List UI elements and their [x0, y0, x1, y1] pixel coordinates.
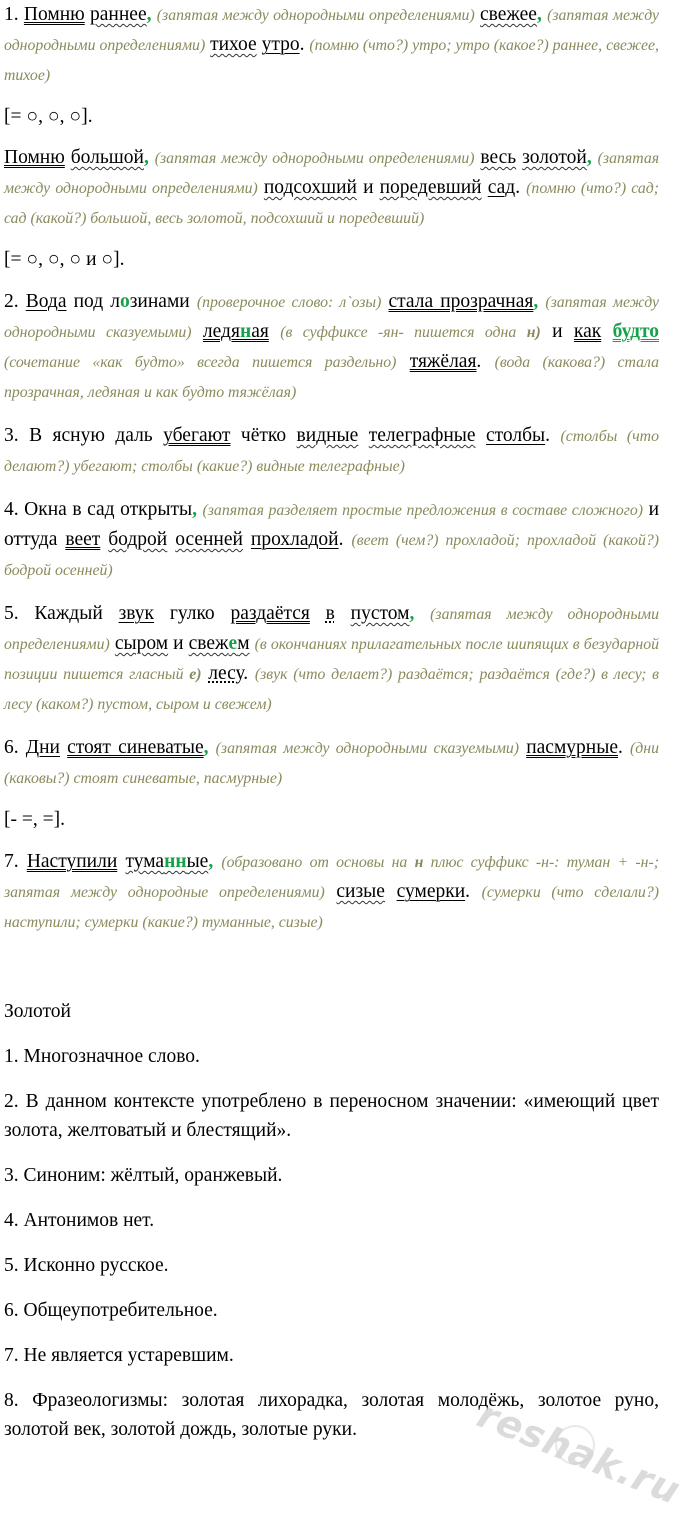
comment-part: е): [189, 666, 202, 683]
predicate-word: веет: [65, 529, 101, 550]
object-word: сад: [487, 177, 516, 198]
attribute-word: пустом: [350, 603, 410, 624]
comment: (сочетание «как будто» всегда пишется раздельно): [4, 354, 397, 371]
sentence-number: 5.: [4, 603, 19, 624]
conjunction: и: [363, 177, 374, 198]
highlighted-comma: ,: [203, 737, 209, 758]
attribute-word: свежее: [480, 4, 537, 25]
sentence-4: [4, 495, 659, 585]
question-comment: (столбы (что делают?) убегают; столбы (какие?) видные телеграфные): [4, 428, 659, 475]
attribute-word: тихое: [210, 34, 257, 55]
period: .: [465, 881, 471, 902]
analysis-item: 7. Не является устаревшим.: [4, 1345, 234, 1366]
word: Окна в сад открыты: [24, 499, 193, 520]
period: .: [476, 351, 482, 372]
document-body: [4, 0, 659, 1444]
attribute-word: сизые: [336, 881, 385, 902]
period: .: [618, 737, 623, 758]
conjunction: и: [552, 321, 563, 342]
period: .: [545, 425, 551, 446]
highlighted-word: будто: [612, 321, 660, 342]
attribute-word: поредевший: [379, 177, 482, 198]
word-part: ледя: [202, 321, 240, 342]
word: чётко: [240, 425, 287, 446]
comment-part: н: [414, 854, 424, 871]
comment: (запятая между однородными сказуемыми): [215, 740, 520, 757]
highlighted-comma: ,: [192, 499, 197, 520]
analysis-item: 4. Антонимов нет.: [4, 1210, 155, 1231]
attribute-word: телеграфные: [368, 425, 476, 446]
word: гулко: [169, 603, 215, 624]
highlighted-letters: нн: [164, 851, 187, 872]
period: .: [338, 529, 344, 550]
question-comment: (сумерки (что сделали?) наступили; сумерки (какие?) туманные, сизые): [4, 884, 659, 931]
analysis-item: 8. Фразеологизмы: золотая лихорадка, золотая молодёжь, золотое руно, золотой век, золотой дождь, золотые руки.: [4, 1390, 659, 1440]
analysis-item: 1. Многозначное слово.: [4, 1046, 200, 1067]
sentence-number: 1.: [4, 4, 19, 25]
attribute-word: видные: [296, 425, 359, 446]
subject-word: прохладой: [250, 529, 339, 550]
sentence-3: [4, 421, 659, 481]
comment-part: н): [526, 324, 541, 341]
subject-word: Дни: [25, 737, 60, 758]
comment: [280, 324, 541, 341]
comment-part: плюс суффикс -н-: туман + -н-; запятая между однородные определениями): [4, 854, 660, 901]
highlighted-comma: ,: [586, 147, 592, 168]
comment-part: (образовано от основы на: [221, 854, 408, 871]
word-part: свеж: [188, 633, 229, 654]
sentence-5: [4, 599, 659, 719]
word: и оттуда: [4, 499, 660, 550]
period: .: [243, 663, 249, 684]
attribute-word: большой: [70, 147, 144, 168]
scheme: [= ○, ○, ○].: [4, 106, 93, 127]
analysis-heading: Золотой: [4, 1001, 71, 1022]
highlighted-comma: ,: [533, 291, 539, 312]
comment: (запятая между однородными определениями): [4, 7, 660, 54]
attribute-word: бодрой: [108, 529, 168, 550]
word: [110, 291, 190, 312]
word: В ясную даль: [29, 425, 153, 446]
predicate-word: убегают: [163, 425, 231, 446]
subject-word: сумерки: [396, 881, 466, 902]
highlighted-comma: ,: [536, 4, 542, 25]
analysis-item: 2. В данном контексте употреблено в переносном значении: «имеющий цвет золота, желтоватый и блестящий».: [4, 1091, 659, 1141]
attribute-word: [125, 851, 208, 872]
watermark: reshak.ru: [471, 1392, 687, 1514]
attribute-word: [189, 633, 250, 654]
predicate-word: стала прозрачная: [388, 291, 534, 312]
predicate-word: раздаётся: [230, 603, 310, 624]
attribute-word: золотой: [522, 147, 587, 168]
question-comment: (вода (какова?) стала прозрачная, ледяная и как будто тяжёлая): [4, 354, 660, 401]
object-word: утро: [261, 34, 300, 55]
sentence-number: 2.: [4, 291, 19, 312]
sentence-7: [4, 847, 659, 937]
period: .: [515, 177, 521, 198]
analysis-item: 3. Синоним: жёлтый, оранжевый.: [4, 1165, 283, 1186]
word-part: л: [110, 291, 120, 312]
scheme: [- =, =].: [4, 809, 65, 830]
word-part: ая: [251, 321, 269, 342]
word-part: зинами: [129, 291, 190, 312]
sentence-number: 6.: [4, 737, 19, 758]
attribute-word: подсохший: [263, 177, 357, 198]
word: под: [73, 291, 104, 312]
adverbial-word: в: [325, 603, 335, 624]
question-comment: (помню (что?) сад; сад (какой?) большой, весь золотой, подсохший и поредевший): [4, 180, 660, 227]
analysis-item: 5. Исконно русское.: [4, 1255, 169, 1276]
subject-word: столбы: [485, 425, 546, 446]
period: .: [299, 34, 305, 55]
analysis-item: 6. Общеупотребительное.: [4, 1300, 218, 1321]
word-part: ые: [186, 851, 209, 872]
conjunction: и: [173, 633, 184, 654]
highlighted-letter: н: [239, 321, 252, 342]
predicate-word: Наступили: [26, 851, 118, 872]
sentence-1b: [4, 143, 659, 233]
comment: (запятая между однородными определениями): [4, 150, 660, 197]
attribute-word: раннее: [90, 4, 147, 25]
comment: (запятая между однородными определениями): [156, 7, 475, 24]
word-part: тума: [125, 851, 165, 872]
predicate-word: тяжёлая: [409, 351, 477, 372]
attribute-word: весь: [480, 147, 517, 168]
predicate-word: Помню: [4, 147, 65, 168]
predicate-word: стоят синеватые: [67, 737, 204, 758]
question-comment: (помню (что?) утро; утро (какое?) раннее, свежее, тихое): [4, 37, 660, 84]
question-comment: (веет (чем?) прохладой; прохладой (какой?) бодрой осенней): [4, 532, 660, 579]
sentence-2: [4, 287, 659, 407]
predicate-word: Помню: [23, 4, 85, 25]
comment: (запятая между однородными определениями): [4, 606, 660, 653]
highlighted-comma: ,: [143, 147, 149, 168]
subject-word: Вода: [25, 291, 67, 312]
highlighted-comma: ,: [208, 851, 214, 872]
highlighted-letter: о: [119, 291, 130, 312]
sentence-number: 3.: [4, 425, 19, 446]
scheme: [= ○, ○, ○ и ○].: [4, 249, 125, 270]
comment: (проверочное слово: л`озы): [196, 294, 382, 311]
predicate-word: [203, 321, 269, 342]
highlighted-comma: ,: [146, 4, 152, 25]
adverbial-word: лесу: [208, 663, 244, 684]
sentence-1: [4, 0, 659, 90]
question-comment: (звук (что делает?) раздаётся; раздаётся (где?) в лесу; в лесу (каком?) пустом, сыром и свежем): [4, 666, 659, 713]
comment: (запятая между однородными сказуемыми): [4, 294, 660, 341]
comment: (запятая разделяет простые предложения в составе сложного): [202, 502, 644, 519]
highlighted-letter: е: [228, 633, 238, 654]
word-part: м: [237, 633, 250, 654]
predicate-word: пасмурные: [526, 737, 618, 758]
attribute-word: осенней: [175, 529, 243, 550]
comment-part: (в окончаниях прилагательных после шипящих в безударной позиции пишется гласный: [4, 636, 659, 683]
question-comment: (дни (каковы?) стоят синеватые, пасмурные): [4, 740, 660, 787]
sentence-6: [4, 733, 659, 793]
attribute-word: сыром: [114, 633, 169, 654]
sentence-number: 7.: [4, 851, 19, 872]
comment-part: (в суффиксе -ян- пишется одна: [280, 324, 517, 341]
word: Каждый: [34, 603, 103, 624]
sentence-number: 4.: [4, 499, 19, 520]
subject-word: звук: [118, 603, 155, 624]
predicate-word: как: [573, 321, 602, 342]
comment: (запятая между однородными определениями): [154, 150, 475, 167]
highlighted-comma: ,: [409, 603, 415, 624]
